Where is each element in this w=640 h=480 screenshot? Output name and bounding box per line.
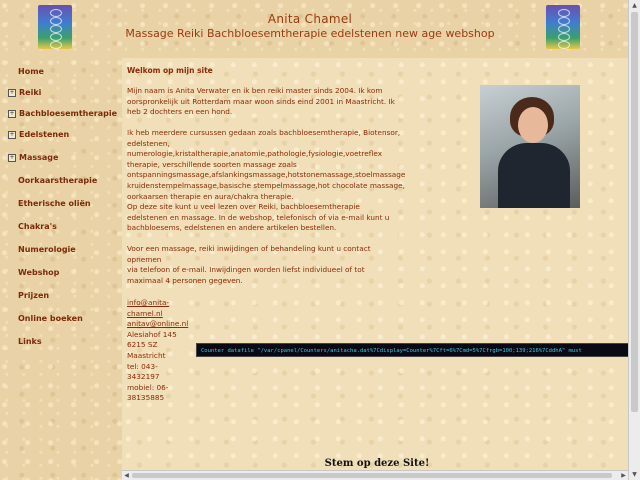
- address-line: Alesiahof 145: [127, 329, 177, 339]
- text-line: numerologie,kristaltherapie,anatomie,pathologie,fysiologie,voetreflex: [127, 149, 383, 159]
- nav-label: Massage: [19, 153, 59, 162]
- contact-paragraph: [127, 244, 439, 286]
- phone-line: tel: 043-: [127, 361, 158, 371]
- nav-label: Edelstenen: [19, 130, 70, 139]
- visitor-counter-error: Counter datafile "/var/cpanel/Counters/anitacha.dat%7Cdisplay=Counter%7Cft=6%7Cmd=5%7Cfrgb=100;139;216%7CddhA" must: [196, 343, 628, 357]
- scroll-up-icon[interactable]: ▲: [632, 2, 637, 9]
- text-line: maximaal 4 personen gegeven.: [127, 275, 243, 285]
- contact-details: [127, 298, 197, 404]
- mobile-line: 38135885: [127, 393, 165, 403]
- nav-item-bachbloesemtherapie[interactable]: [8, 109, 117, 118]
- nav-label: Webshop: [18, 268, 60, 277]
- nav-label: Prijzen: [18, 291, 50, 300]
- nav-label: Etherische oliën: [18, 199, 91, 208]
- nav-item-edelstenen[interactable]: [8, 130, 69, 139]
- email-link-text: info@anita-: [127, 298, 170, 307]
- site-subtitle: Massage Reiki Bachbloesemtherapie edelstenen new age webshop: [125, 27, 495, 40]
- nav-item-links[interactable]: [18, 337, 42, 346]
- welcome-heading: Welkom op mijn site: [127, 66, 213, 75]
- nav-item-webshop[interactable]: [18, 268, 59, 277]
- text-line: ontspanningsmassage,afslankingsmassage,hotstonemassage,stoelmassage: [127, 170, 406, 180]
- nav-item-home[interactable]: [18, 67, 44, 76]
- text-line: Mijn naam is Anita Verwater en ik ben reiki master sinds 2004. Ik kom: [127, 86, 383, 95]
- courses-paragraph: [127, 128, 439, 234]
- nav-label: Reiki: [19, 88, 42, 97]
- horizontal-scroll-thumb[interactable]: [132, 473, 612, 478]
- scroll-right-icon[interactable]: ▶: [621, 472, 626, 479]
- text-line: oorkaarsen therapie en aura/chakra therapie.: [127, 191, 294, 201]
- horizontal-scrollbar[interactable]: [122, 470, 628, 480]
- nav-item-online-boeken[interactable]: [18, 314, 83, 323]
- chakra-logo-right: [546, 5, 580, 49]
- nav-label: Bachbloesemtherapie: [19, 109, 118, 118]
- profile-photo: [480, 85, 580, 208]
- nav-label: Chakra's: [18, 222, 57, 231]
- photo-face: [518, 107, 548, 143]
- text-line: opnemen: [127, 254, 162, 264]
- text-line: oorspronkelijk uit Rotterdam maar woon sinds eind 2001 in Maastricht. Ik: [127, 96, 395, 106]
- intro-paragraph: [127, 86, 439, 118]
- site-title: Anita Chamel: [267, 12, 353, 26]
- nav-label: Oorkaarstherapie: [18, 176, 98, 185]
- text-line: bachbloesems, edelstenen en andere artikelen bestellen.: [127, 223, 337, 233]
- main-content: [122, 58, 628, 480]
- text-line: therapie, verschillende soorten massage zoals: [127, 159, 297, 169]
- address-line: 6215 SZ: [127, 340, 158, 350]
- nav-item-chakras[interactable]: [18, 222, 57, 231]
- nav-label: Numerologie: [18, 245, 76, 254]
- address-line: Maastricht: [127, 350, 166, 360]
- expand-icon[interactable]: +: [9, 110, 15, 117]
- nav-item-massage[interactable]: [8, 153, 58, 162]
- vertical-scroll-thumb[interactable]: [631, 12, 638, 412]
- nav-item-etherische-olien[interactable]: [18, 199, 91, 208]
- nav-label: Online boeken: [18, 314, 83, 323]
- text-line: Op deze site kunt u veel lezen over Reiki, bachbloesemtherapie: [127, 202, 360, 212]
- scroll-down-icon[interactable]: ▼: [632, 471, 637, 478]
- email-link-text: chamel.nl: [127, 308, 163, 318]
- nav-item-reiki[interactable]: [8, 88, 41, 97]
- expand-icon[interactable]: +: [9, 154, 15, 161]
- scroll-left-icon[interactable]: ◀: [124, 472, 129, 479]
- text-line: Ik heb meerdere cursussen gedaan zoals bachbloesemtherapie, Biotensor,: [127, 128, 401, 137]
- vote-link[interactable]: Stem op deze Site!: [324, 458, 430, 469]
- nav-item-numerologie[interactable]: [18, 245, 76, 254]
- text-line: edelstenen en massage. In de webshop, telefonisch of via e-mail kunt u: [127, 212, 390, 222]
- email-link-info[interactable]: [127, 298, 197, 319]
- nav-item-oorkaarstherapie[interactable]: [18, 176, 97, 185]
- text-line: Voor een massage, reiki inwijdingen of behandeling kunt u contact: [127, 244, 371, 253]
- text-line: via telefoon of e-mail. Inwijdingen worden liefst individueel of tot: [127, 265, 365, 275]
- nav-item-prijzen[interactable]: [18, 291, 49, 300]
- mobile-line: mobiel: 06-: [127, 382, 169, 392]
- nav-label: Home: [18, 67, 44, 76]
- nav-label: Links: [18, 337, 42, 346]
- expand-icon[interactable]: +: [9, 131, 15, 138]
- text-line: edelstenen,: [127, 138, 170, 148]
- photo-figure: [498, 143, 570, 208]
- phone-line: 3432197: [127, 372, 160, 382]
- text-line: kruidenstempelmassage,basische stempelmassage,hot chocolate massage,: [127, 180, 405, 190]
- text-line: heb 2 dochters en een hond.: [127, 107, 233, 117]
- email-link-anitav[interactable]: anitav@online.nl: [127, 319, 189, 329]
- expand-icon[interactable]: +: [9, 89, 15, 96]
- vertical-scrollbar[interactable]: [628, 0, 640, 480]
- sidebar-nav: [0, 58, 122, 480]
- chakra-logo-left: [38, 5, 72, 49]
